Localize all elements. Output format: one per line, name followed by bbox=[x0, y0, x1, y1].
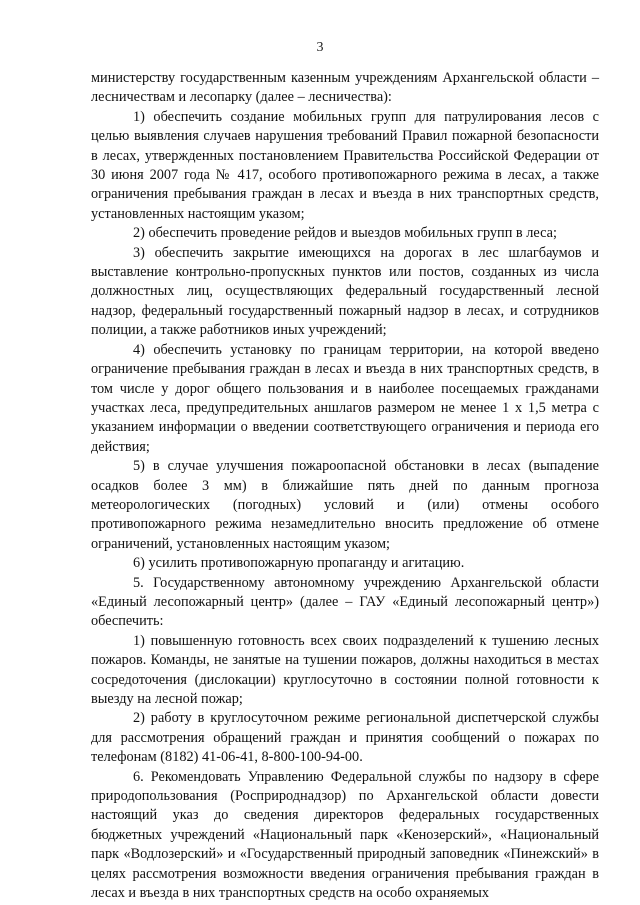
paragraph-section-5-item-2: 2) работу в круглосуточном режиме региональной диспетчерской службы для рассмотрения обращений граждан и принятия сообщений о пожарах по телефонам (8182) 41-06-41, 8-800-100-94-00. bbox=[91, 710, 599, 766]
paragraph-item-3-barriers: 3) обеспечить закрытие имеющихся на дорогах в лес шлагбаумов и выставление контрольно-пропускных пунктов или постов, созданных из числа должностных лиц, осуществляющих федеральный государственный лесной надзор, федеральный государственный пожарный надзор в лесах, и сотрудников полиции, а также работников иных учреждений; bbox=[91, 244, 599, 339]
paragraph-item-5-cancel-restrictions: 5) в случае улучшения пожароопасной обстановки в лесах (выпадение осадков более 3 мм) в ближайшие пять дней по данным прогноза метеорологических (погодных) условий и (или) отмены особого противопожарного режима незамедлительно вносить предложение об отмене ограничений, установленных настоящим указом; bbox=[91, 458, 599, 552]
document-body bbox=[91, 69, 599, 903]
paragraph-item-6-propaganda: 6) усилить противопожарную пропаганду и агитацию. bbox=[133, 555, 465, 572]
paragraph-intro: министерству государственным казенным учреждениям Архангельской области – лесничествам и лесопарку (далее – лесничества): bbox=[91, 70, 599, 106]
paragraph-item-4-signs: 4) обеспечить установку по границам территории, на которой введено ограничение пребывания граждан в лесах и въезда в них транспортных средств, в том числе у дорог общего пользования и в наиболее посещаемых гражданами участках леса, предупредительных аншлагов размером не менее 1 х 1,5 метра с указанием информации о введении соответствующего ограничения и периода его действия; bbox=[91, 341, 599, 455]
paragraph-item-1-mobile-groups: 1) обеспечить создание мобильных групп для патрулирования лесов с целью выявления случаев нарушения требований Правил пожарной безопасности в лесах, утвержденных постановлением Правительства Российской Федерации от 30 июня 2007 года № 417, особого противопожарного режима в лесах, а также ограничения пребывания граждан в лесах и въезда в них транспортных средств, установленных настоящим указом; bbox=[91, 108, 599, 222]
page-number: 3 bbox=[316, 40, 324, 55]
paragraph-section-5: 5. Государственному автономному учреждению Архангельской области «Единый лесопожарный центр» (далее – ГАУ «Единый лесопожарный центр») обеспечить: bbox=[91, 574, 599, 630]
paragraph-section-5-item-1: 1) повышенную готовность всех своих подразделений к тушению лесных пожаров. Команды, не занятые на тушении пожаров, должны находиться в местах сосредоточения (дислокации) круглосуточно в состоянии полной готовности к выезду на лесной пожар; bbox=[91, 632, 599, 707]
paragraph-section-6: 6. Рекомендовать Управлению Федеральной службы по надзору в сфере природопользования (Росприроднадзор) по Архангельской области довести настоящий указ до сведения директоров федеральных государственных бюджетных учреждений «Национальный парк «Кенозерский», «Национальный парк «Водлозерский» и «Государственный природный заповедник «Пинежский» в целях рассмотрения возможности введения ограничения пребывания граждан в лесах и въезда в них транспортных средств на особо охраняемых bbox=[91, 768, 599, 902]
paragraph-item-2-raids: 2) обеспечить проведение рейдов и выездов мобильных групп в леса; bbox=[133, 225, 557, 242]
